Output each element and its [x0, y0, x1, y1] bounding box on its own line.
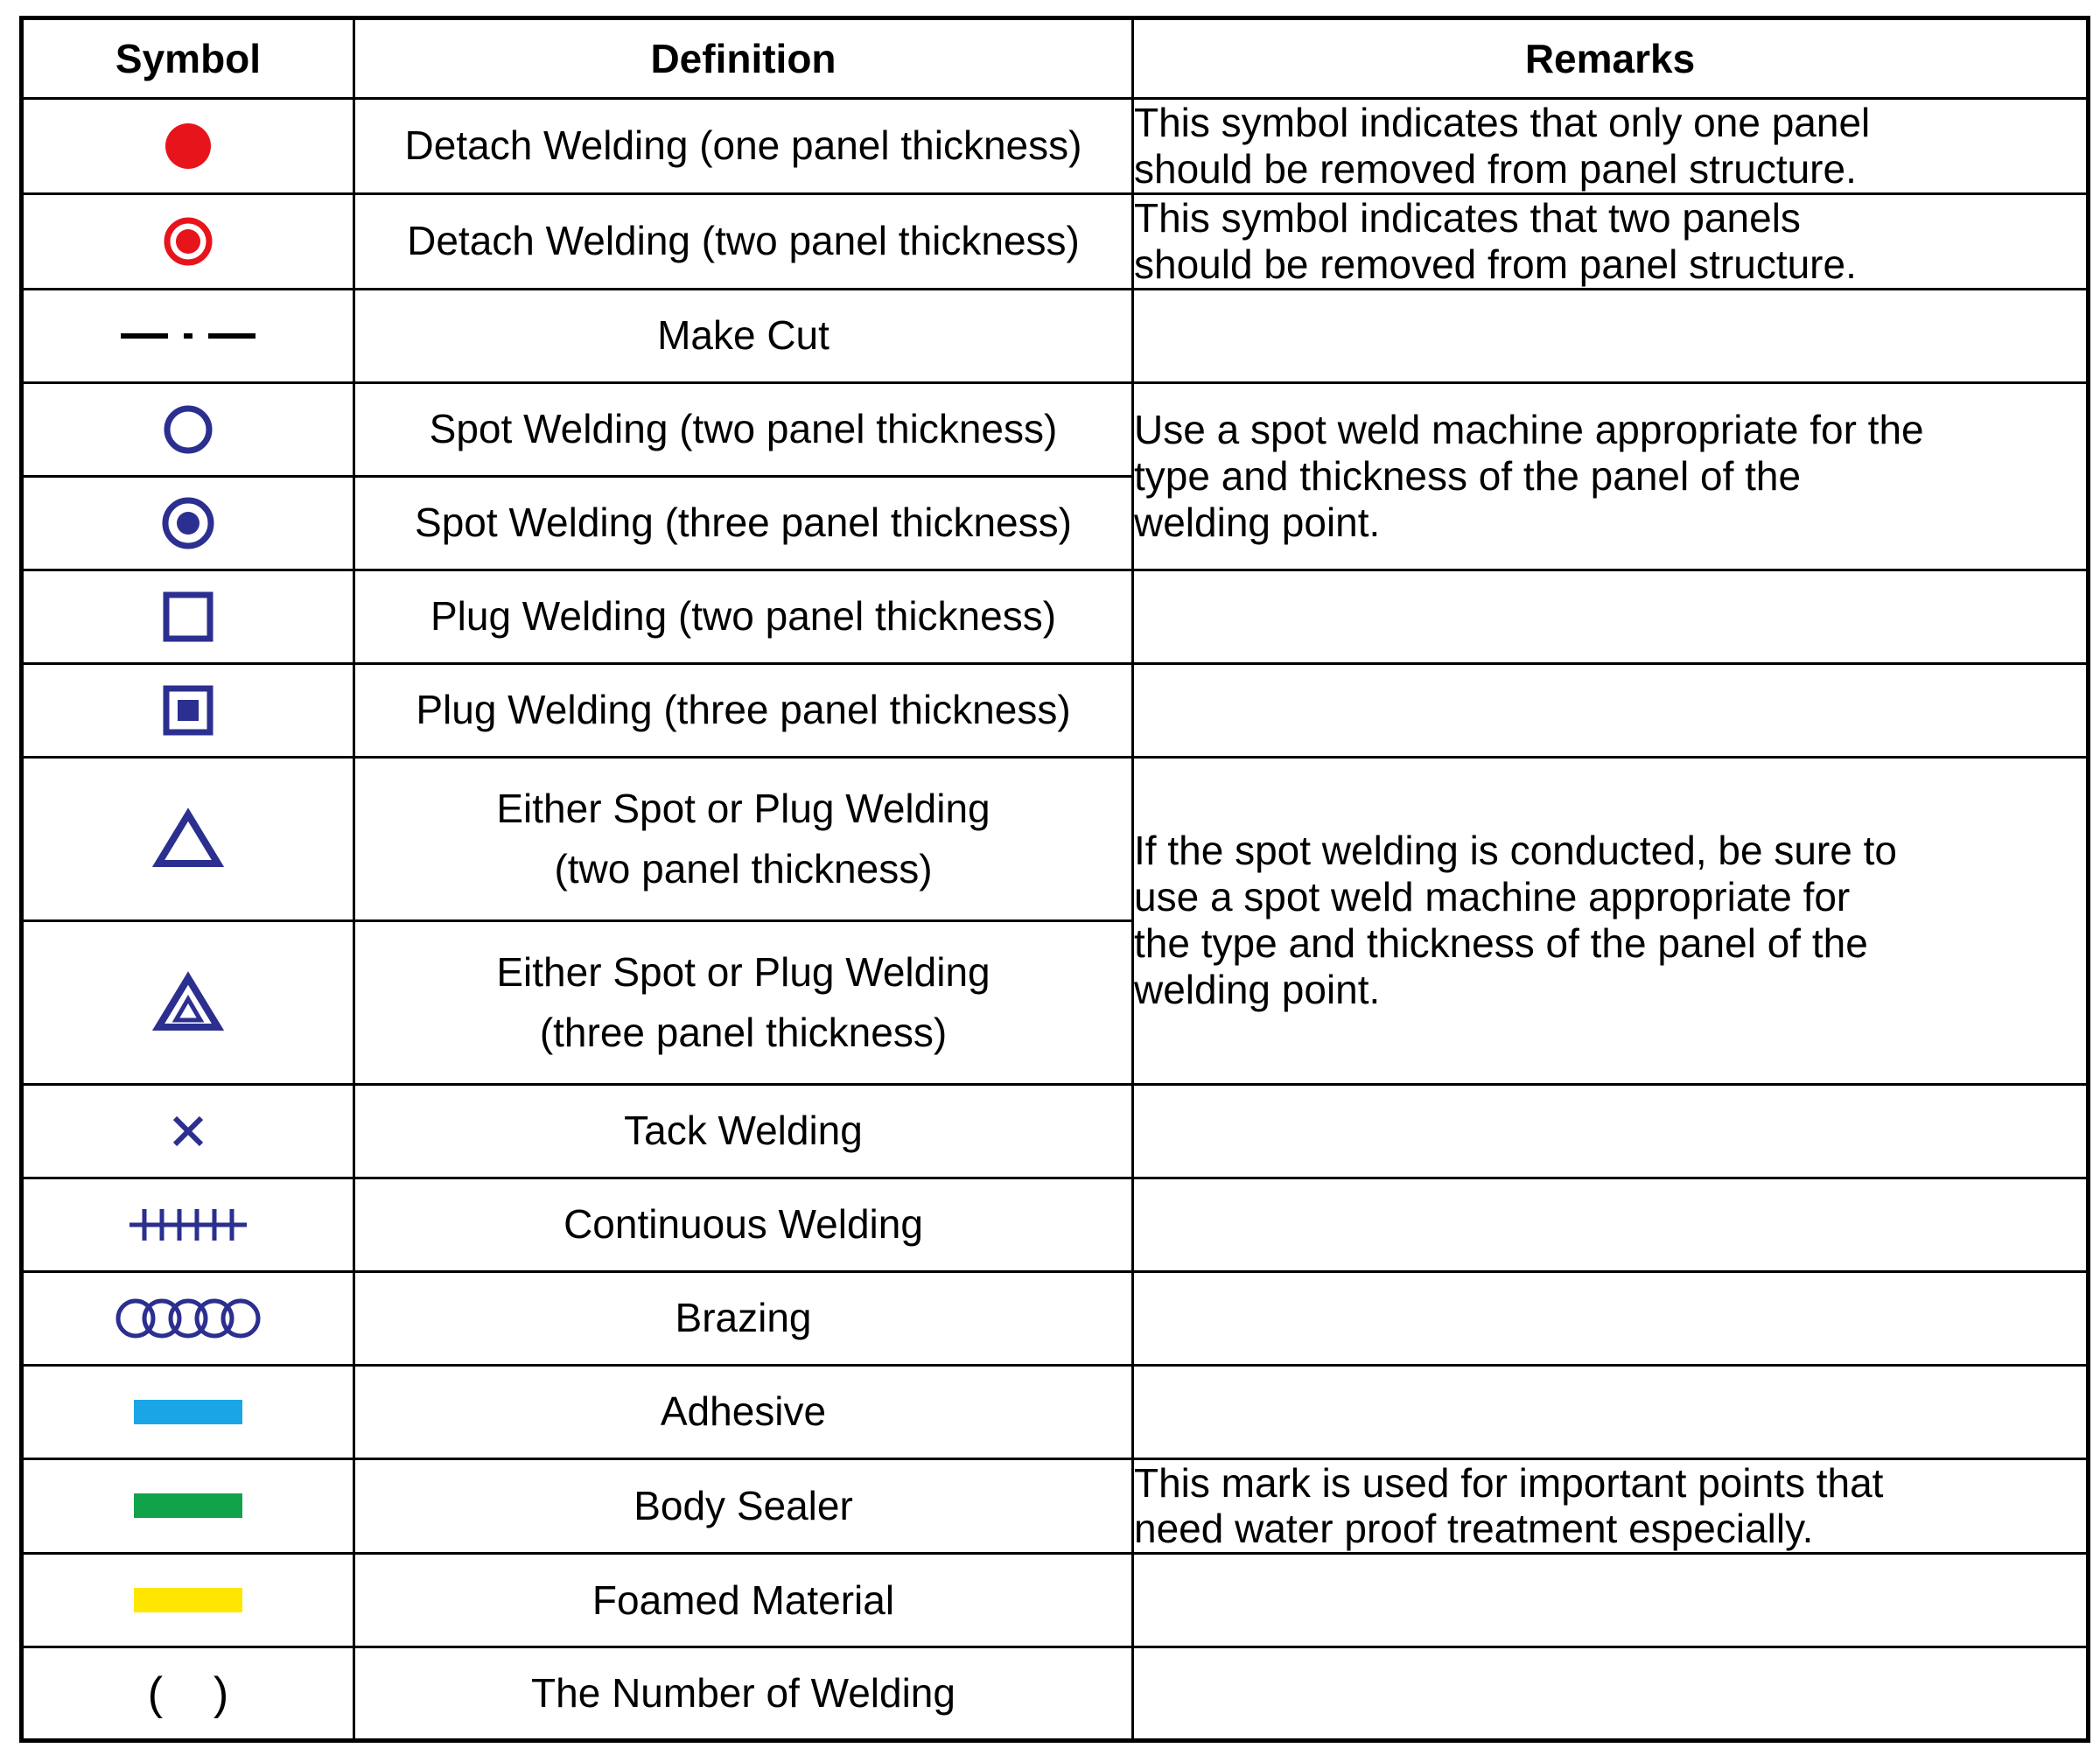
triangle-icon	[136, 804, 241, 874]
symbol-cell	[22, 1554, 354, 1647]
remarks-text: the type and thickness of the panel of the	[1134, 920, 1868, 967]
remarks-text: need water proof treatment especially.	[1134, 1506, 1814, 1552]
x-mark-icon	[136, 1101, 241, 1162]
definition-text: (two panel thickness)	[554, 845, 933, 891]
remarks-text: If the spot welding is conducted, be sure to	[1134, 828, 1897, 874]
symbol-cell	[22, 1178, 354, 1271]
definition-text: Either Spot or Plug Welding	[496, 785, 990, 831]
definition-cell	[354, 1554, 1133, 1647]
open-circle-icon	[136, 399, 241, 460]
definition-text: Spot Welding (three panel thickness)	[415, 500, 1072, 546]
definition-text: Tack Welding	[624, 1108, 863, 1154]
definition-text: Spot Welding (two panel thickness)	[429, 406, 1058, 452]
symbol-cell	[22, 99, 354, 194]
definition-cell	[354, 1458, 1133, 1554]
dash-dot-line-icon	[114, 318, 262, 353]
definition-text: Make Cut	[657, 312, 830, 359]
blue-bar-icon	[131, 1395, 245, 1430]
definition-text: Detach Welding (two panel thickness)	[407, 218, 1080, 264]
remarks-text: should be removed from panel structure.	[1134, 145, 1857, 192]
yellow-bar-icon	[131, 1583, 245, 1618]
table-row	[22, 663, 2089, 757]
definition-text: Continuous Welding	[564, 1201, 923, 1248]
definition-cell	[354, 1647, 1133, 1741]
remarks-text: welding point.	[1134, 499, 1381, 545]
remarks-cell	[1133, 663, 2089, 757]
remarks-text: This symbol indicates that only one panel	[1134, 100, 1871, 145]
remarks-cell	[1133, 193, 2089, 289]
definition-text: Plug Welding (two panel thickness)	[430, 593, 1057, 640]
parentheses-icon: ( )	[147, 1668, 229, 1719]
definition-cell	[354, 1271, 1133, 1365]
remarks-cell	[1133, 382, 2089, 570]
symbol-cell	[22, 1458, 354, 1554]
linked-rings-icon	[109, 1292, 267, 1345]
definition-cell	[354, 1084, 1133, 1178]
symbol-cell	[22, 663, 354, 757]
symbol-cell	[22, 382, 354, 476]
definition-cell	[354, 476, 1133, 570]
remarks-text: use a spot weld machine appropriate for	[1134, 874, 1851, 920]
table-row	[22, 1365, 2089, 1458]
remarks-text: welding point.	[1134, 966, 1381, 1012]
definition-text: Body Sealer	[634, 1482, 853, 1528]
table-row	[22, 1554, 2089, 1647]
symbol-cell	[22, 757, 354, 920]
definition-cell	[354, 920, 1133, 1084]
table-row	[22, 289, 2089, 382]
remarks-cell	[1133, 1647, 2089, 1741]
table-row	[22, 757, 2089, 920]
header-row	[22, 18, 2089, 99]
definition-text: Brazing	[675, 1295, 812, 1341]
table-row	[22, 1271, 2089, 1365]
double-triangle-icon	[136, 968, 241, 1038]
remarks-cell	[1133, 1365, 2089, 1458]
header-remarks: Remarks	[1133, 18, 2089, 99]
remarks-cell	[1133, 1554, 2089, 1647]
definition-cell	[354, 99, 1133, 194]
bullseye-icon	[136, 211, 241, 272]
definition-cell	[354, 663, 1133, 757]
definition-cell	[354, 289, 1133, 382]
symbol-cell	[22, 570, 354, 663]
filled-dot-icon	[136, 115, 241, 177]
double-square-icon	[136, 680, 241, 741]
green-bar-icon	[131, 1488, 245, 1523]
definition-cell	[354, 1178, 1133, 1271]
remarks-text: should be removed from panel structure.	[1134, 241, 1857, 287]
definition-text: (three panel thickness)	[539, 1009, 948, 1055]
remarks-cell	[1133, 757, 2089, 1084]
header-definition: Definition	[354, 18, 1133, 99]
symbol-cell	[22, 920, 354, 1084]
hatched-line-icon	[122, 1199, 254, 1251]
remarks-text: Use a spot weld machine appropriate for the	[1134, 406, 1924, 452]
remarks-cell	[1133, 1084, 2089, 1178]
symbol-cell	[22, 1271, 354, 1365]
definition-text: Adhesive	[660, 1388, 827, 1435]
table-row	[22, 1458, 2089, 1554]
definition-cell	[354, 757, 1133, 920]
open-square-icon	[136, 586, 241, 647]
table-row	[22, 99, 2089, 194]
remarks-cell	[1133, 1178, 2089, 1271]
table-row	[22, 1647, 2089, 1741]
definition-text: Foamed Material	[592, 1577, 895, 1623]
remarks-text: type and thickness of the panel of the	[1134, 452, 1802, 499]
definition-text: Detach Welding (one panel thickness)	[404, 122, 1082, 169]
definition-cell	[354, 1365, 1133, 1458]
symbol-cell	[22, 1647, 354, 1741]
remarks-cell	[1133, 570, 2089, 663]
symbol-cell	[22, 289, 354, 382]
symbol-cell	[22, 476, 354, 570]
table-row	[22, 382, 2089, 476]
definition-text: Plug Welding (three panel thickness)	[416, 687, 1071, 733]
remarks-text: This mark is used for important points that	[1134, 1459, 1884, 1506]
remarks-cell	[1133, 1271, 2089, 1365]
table-row	[22, 1084, 2089, 1178]
symbol-cell	[22, 193, 354, 289]
definition-text: Either Spot or Plug Welding	[496, 948, 990, 995]
definition-cell	[354, 382, 1133, 476]
definition-text: The Number of Welding	[531, 1670, 956, 1717]
header-symbol: Symbol	[22, 18, 354, 99]
table-row	[22, 193, 2089, 289]
definition-cell	[354, 193, 1133, 289]
welding-symbols-table	[19, 16, 2090, 1743]
remarks-cell	[1133, 1458, 2089, 1554]
symbol-cell	[22, 1084, 354, 1178]
table-row	[22, 1178, 2089, 1271]
table-row	[22, 570, 2089, 663]
double-circle-icon	[136, 493, 241, 554]
symbol-cell	[22, 1365, 354, 1458]
remarks-cell	[1133, 289, 2089, 382]
remarks-cell	[1133, 99, 2089, 194]
remarks-text: This symbol indicates that two panels	[1134, 194, 1801, 241]
definition-cell	[354, 570, 1133, 663]
